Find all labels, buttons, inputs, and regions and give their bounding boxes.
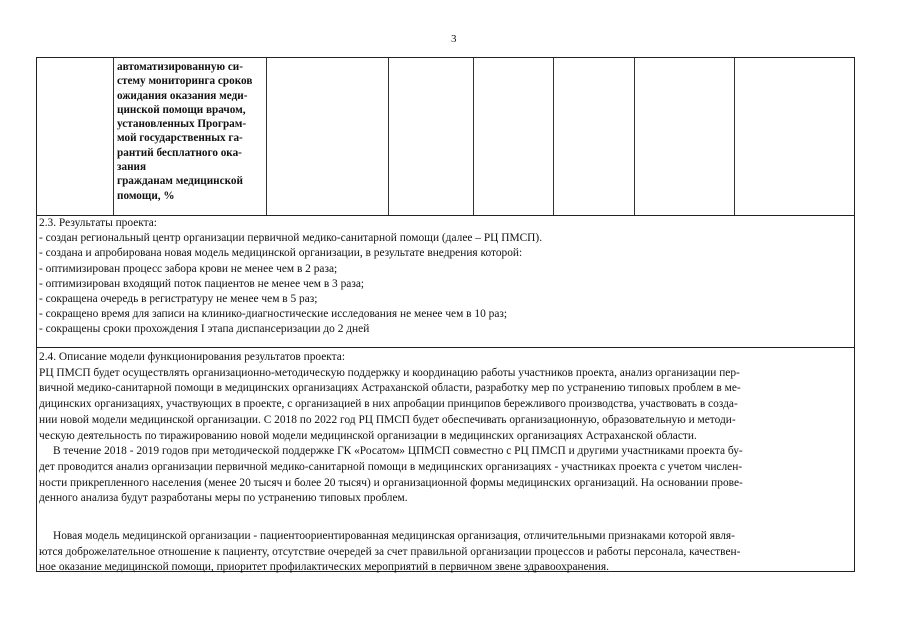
model-title: 2.4. Описание модели функционирования результатов проекта: xyxy=(39,351,346,363)
indicator-line: цинской помощи врачом, xyxy=(117,103,246,116)
indicator-line: установленных Програм- xyxy=(117,118,247,131)
model-p3-line: ное оказание медицинской помощи, приоритет профилактических мероприятий в первичном звене здравоохранения. xyxy=(39,561,609,574)
results-title: 2.3. Результаты проекта: xyxy=(39,217,157,229)
model-p1-line: дицинских организациях, участвующих в проекте, с организацией в них апробации принципов бережливого производства, участвовать в созда- xyxy=(39,398,738,411)
model-p3-line: Новая модель медицинской организации - пациентоориентированная медицинская организация, отличительными признаками которой явля- xyxy=(53,530,735,543)
indicator-line: гражданам медицинской xyxy=(117,175,243,188)
indicator-cell xyxy=(117,60,263,203)
model-p2-line: В течение 2018 - 2019 годов при методической поддержке ГК «Росатом» ЦПМСП совместно с РЦ ПМСП и другими участниками проекта бу- xyxy=(53,445,743,458)
model-p2-line: ности прикрепленного населения (менее 20 тысяч и более 20 тысяч) и организационной формы медицинских организаций. На основании прове- xyxy=(39,476,743,489)
page-number: 3 xyxy=(451,33,457,45)
indicator-line: ожидания оказания меди- xyxy=(117,89,248,102)
results-item: - сокращены сроки прохождения I этапа диспансеризации до 2 дней xyxy=(39,323,370,336)
indicator-line: помощи, % xyxy=(117,189,175,202)
model-p1-line: РЦ ПМСП будет осуществлять организационно-методическую поддержку и координацию работы участников проекта, анализ организации пер- xyxy=(39,366,740,379)
model-p1-line: ческую деятельность по тиражированию новой модели медицинской организации в медицинских организациях Астраханской области. xyxy=(39,429,697,442)
indicator-line: мой государственных га- xyxy=(117,132,243,145)
results-item: - оптимизирован входящий поток пациентов не менее чем в 3 раза; xyxy=(39,277,365,290)
column-divider xyxy=(734,58,735,215)
results-section xyxy=(39,216,851,338)
indicator-line: автоматизированную си- xyxy=(117,61,243,73)
column-divider xyxy=(634,58,635,215)
model-p2-line: денного анализа будут разработаны меры по устранению типовых проблем. xyxy=(39,492,408,505)
column-divider xyxy=(388,58,389,215)
model-p3-line: ются доброжелательное отношение к пациенту, отсутствие очередей за счет правильной организации процессов и работы персонала, качествен- xyxy=(39,545,741,558)
results-item: - создан региональный центр организации первичной медико-санитарной помощи (далее – РЦ ПМСП). xyxy=(39,232,543,245)
results-item: - оптимизирован процесс забора крови не менее чем в 2 раза; xyxy=(39,262,338,275)
results-item: - сокращена очередь в регистратуру не менее чем в 5 раз; xyxy=(39,293,318,306)
results-item: - сокращено время для записи на клинико-диагностические исследования не менее чем в 10 раз; xyxy=(39,308,508,321)
indicator-line: рантий бесплатного ока- xyxy=(117,146,242,159)
indicator-line: стему мониторинга сроков xyxy=(117,75,253,88)
model-p2-line: дет проводится анализ организации первичной медико-санитарной помощи в медицинских организациях - участниках проекта с учетом числен- xyxy=(39,460,743,473)
column-divider xyxy=(473,58,474,215)
column-divider xyxy=(553,58,554,215)
indicator-line: зания xyxy=(117,161,147,174)
results-item: - создана и апробирована новая модель медицинской организации, в результате внедрения которой: xyxy=(39,247,523,260)
column-divider xyxy=(113,58,114,215)
model-section xyxy=(39,350,851,576)
column-divider xyxy=(266,58,267,215)
project-table xyxy=(36,57,855,572)
model-p1-line: вичной медико-санитарной помощи в медицинских организациях Астраханской области, разработку мер по устранению типовых проблем в ме- xyxy=(39,382,741,395)
model-p1-line: нии новой модели медицинской организации. С 2018 по 2022 год РЦ ПМСП будет обеспечивать организационную, образовательную и методи- xyxy=(39,413,736,426)
row-divider xyxy=(37,347,854,348)
